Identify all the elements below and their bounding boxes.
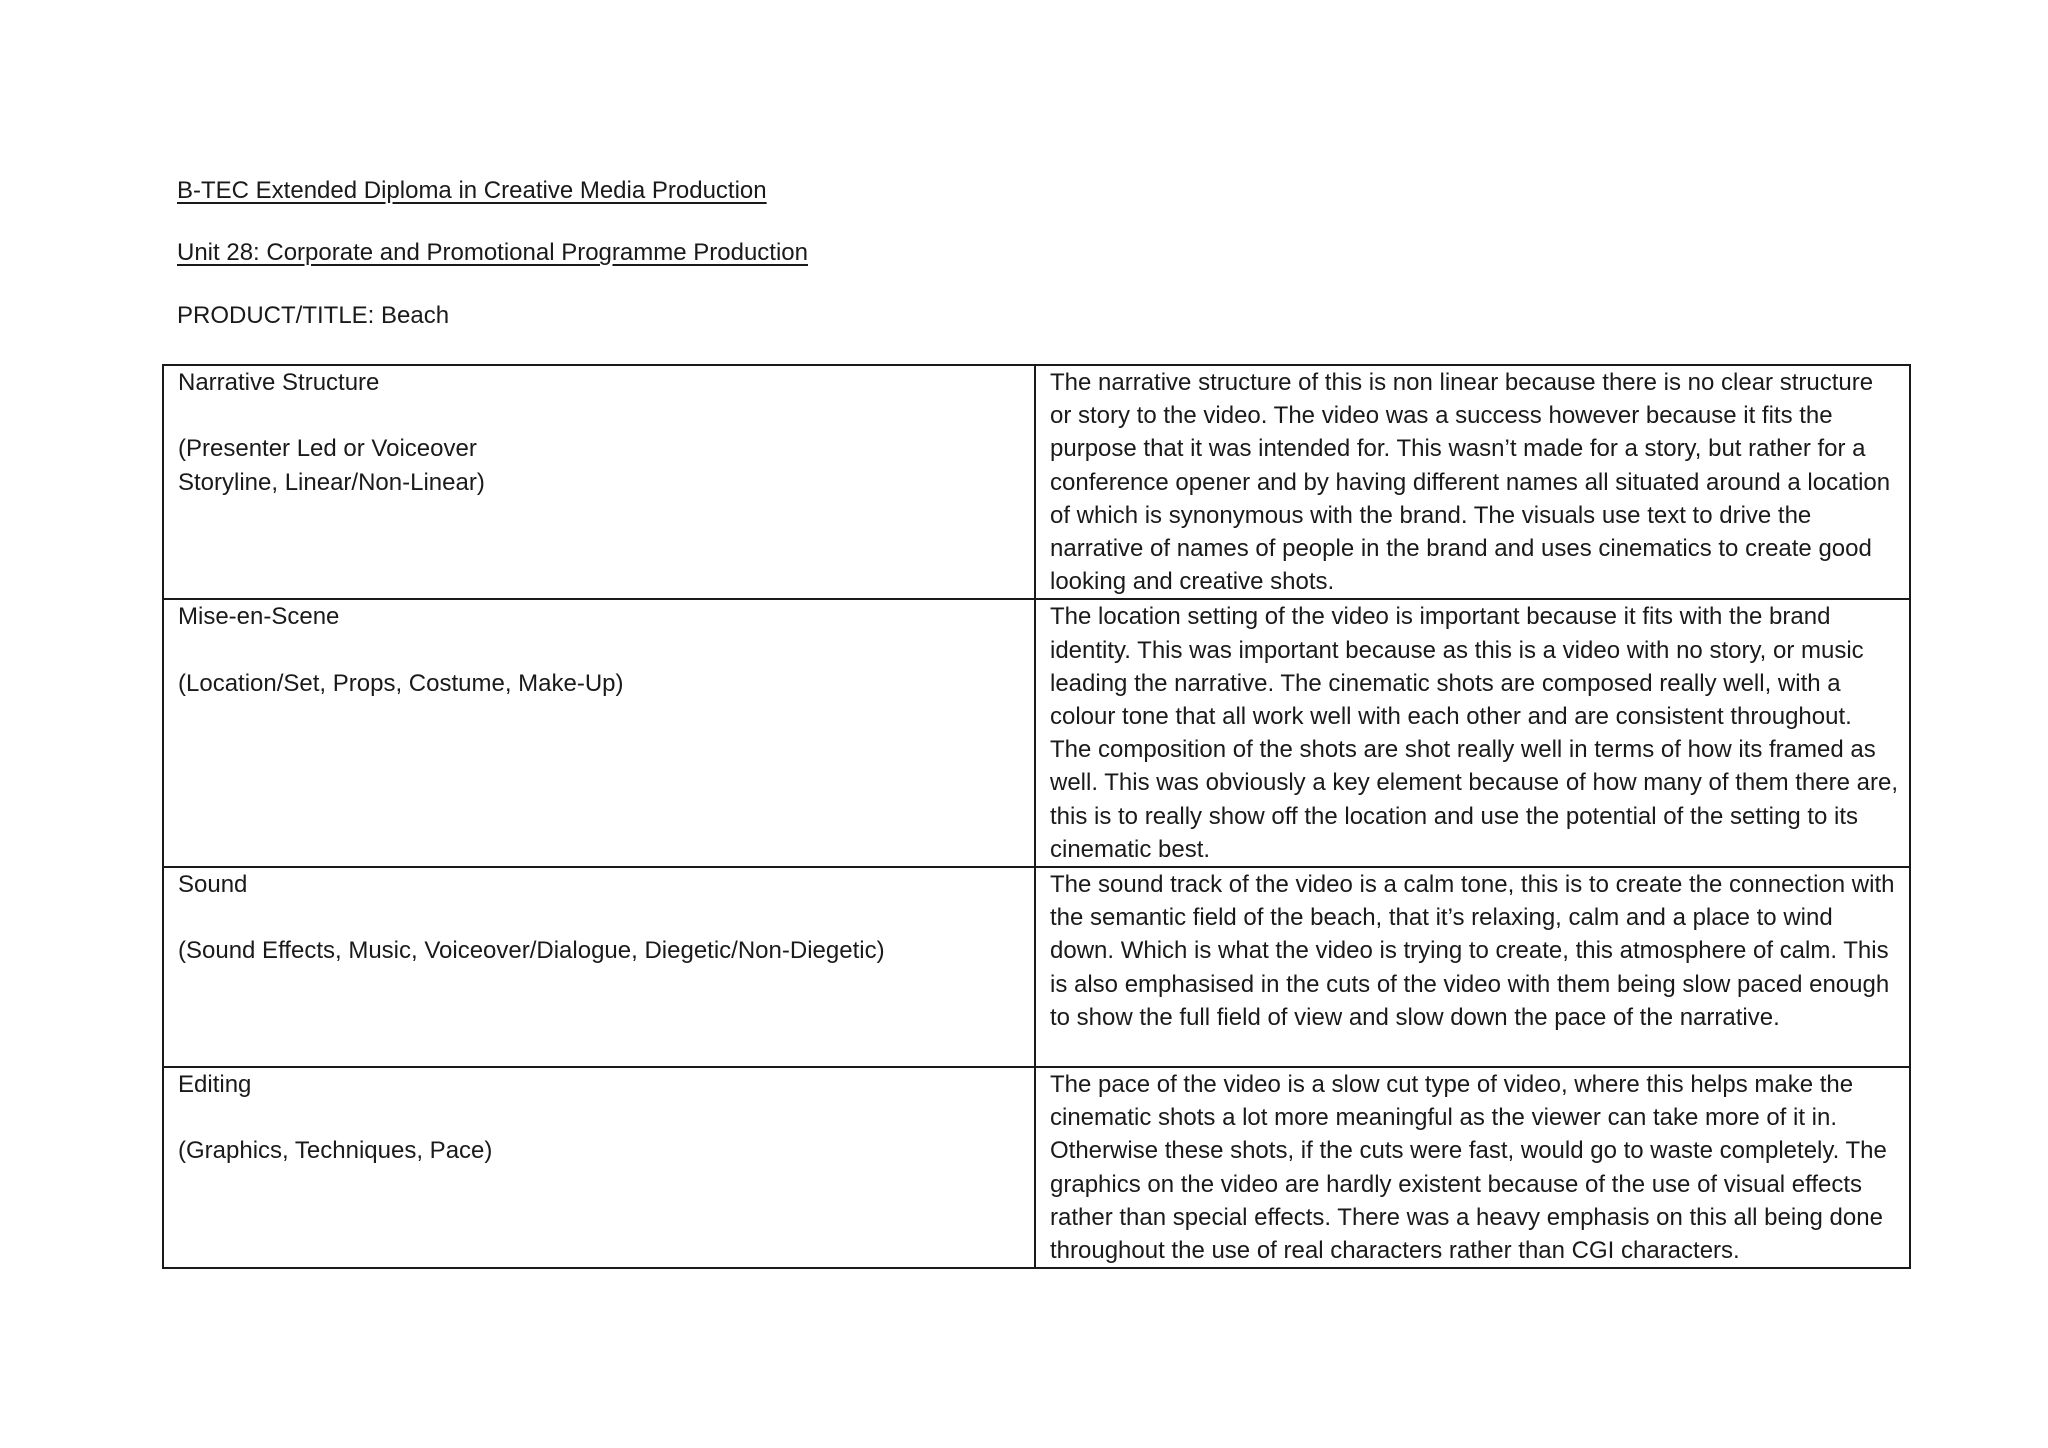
- aspect-cell: [163, 599, 1035, 867]
- comment-cell: [1035, 867, 1910, 1067]
- aspect-hint: (Graphics, Techniques, Pace): [178, 1137, 493, 1165]
- table-row: [163, 867, 1910, 1067]
- comment-cell: [1035, 1067, 1910, 1268]
- comment-cell: [1035, 365, 1910, 599]
- unit-title: Unit 28: Corporate and Promotional Programme Production: [177, 239, 808, 266]
- table-row: [163, 1067, 1910, 1268]
- aspect-hint: (Sound Effects, Music, Voiceover/Dialogue, Diegetic/Non-Diegetic): [178, 937, 885, 965]
- aspect-comment: The pace of the video is a slow cut type of video, where this helps make the cinematic shots a lot more meaningful as the viewer can take more of it in. Otherwise these shots, if the cuts were fast, would go to waste completely. The graphics on the video are hardly existent because of the use of visual effects rather than special effects. There was a heavy emphasis on this all being done throughout the use of real characters rather than CGI characters.: [1050, 1071, 1887, 1265]
- product-title: PRODUCT/TITLE: Beach: [177, 302, 450, 329]
- aspect-comment: The sound track of the video is a calm tone, this is to create the connection with the semantic field of the beach, that it’s relaxing, calm and a place to wind down. Which is what the video is trying to create, this atmosphere of calm. This is also emphasised in the cuts of the video with them being slow paced enough to show the full field of view and slow down the pace of the narrative.: [1050, 871, 1895, 1031]
- aspect-comment: The narrative structure of this is non linear because there is no clear structure or story to the video. The video was a success however because it fits the purpose that it was intended for. This wasn’t made for a story, but rather for a conference opener and by having different names all situated around a location of which is synonymous with the brand. The visuals use text to drive the narrative of names of people in the brand and uses cinematics to create good looking and creative shots.: [1050, 369, 1891, 596]
- aspect-title: Editing: [178, 1071, 252, 1099]
- aspect-cell: [163, 1067, 1035, 1268]
- table-row: [163, 365, 1910, 599]
- review-table: [162, 364, 1911, 1269]
- course-title: B-TEC Extended Diploma in Creative Media Production: [177, 177, 767, 204]
- table-row: [163, 599, 1910, 867]
- aspect-comment: The location setting of the video is important because it fits with the brand identity. This was important because as this is a video with no story, or music leading the narrative. The cinematic shots are composed really well, with a colour tone that all work well with each other and are consistent throughout. The composition of the shots are shot really well in terms of how its framed as well. This was obviously a key element because of how many of them there are, this is to really show off the location and use the potential of the setting to its cinematic best.: [1050, 603, 1898, 863]
- aspect-hint: (Location/Set, Props, Costume, Make-Up): [178, 669, 624, 697]
- aspect-title: Narrative Structure: [178, 369, 380, 396]
- aspect-cell: [163, 867, 1035, 1067]
- comment-cell: [1035, 599, 1910, 867]
- aspect-title: Mise-en-Scene: [178, 603, 340, 631]
- aspect-hint: (Presenter Led or Voiceover Storyline, Linear/Non-Linear): [178, 435, 485, 496]
- aspect-cell: [163, 365, 1035, 599]
- aspect-title: Sound: [178, 871, 248, 899]
